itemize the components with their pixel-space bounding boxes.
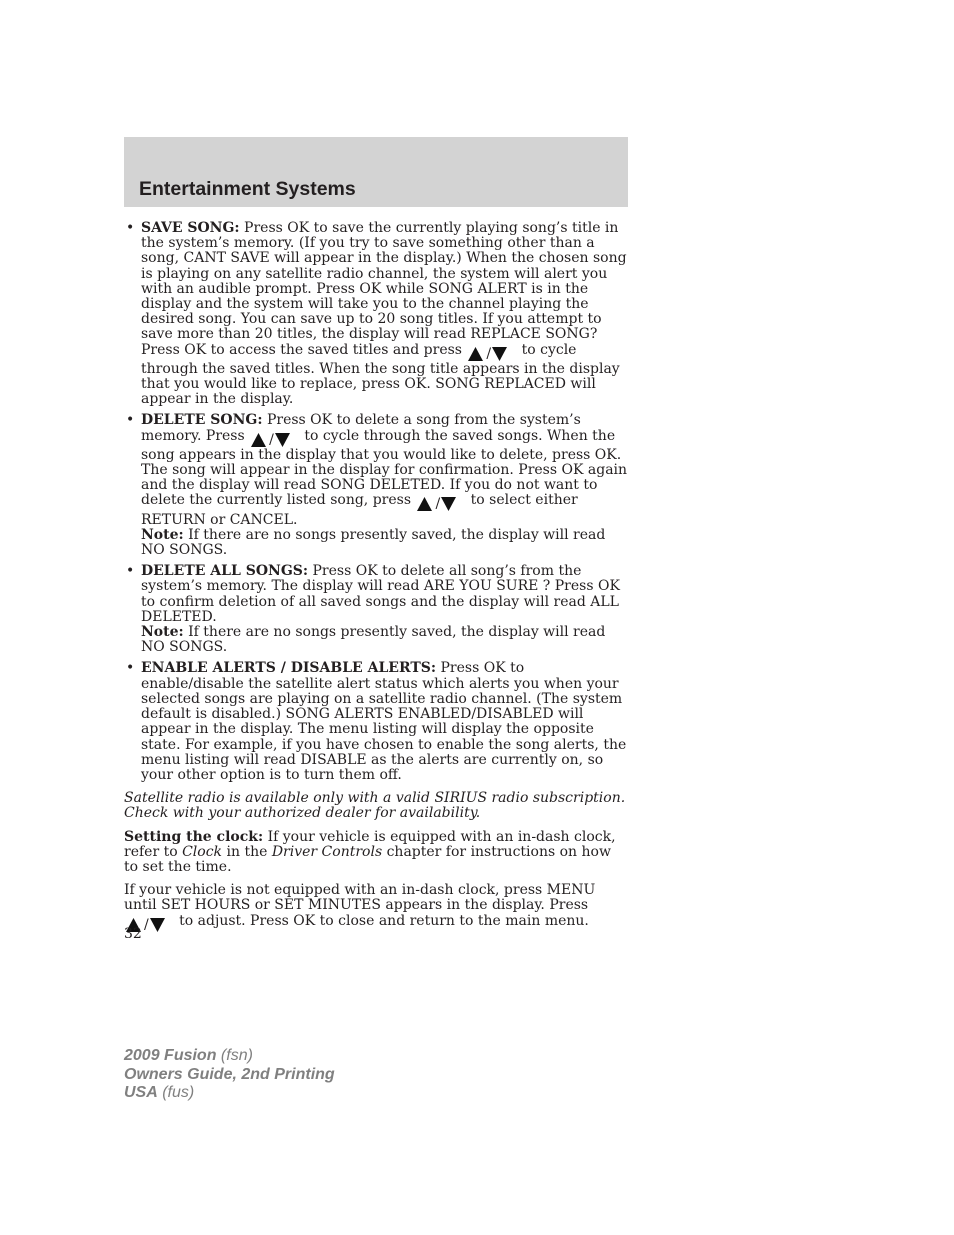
up-down-arrows [251,433,290,448]
clock-adjust-text-2: to adjust. Press OK to close and return to the main menu. [179,912,589,929]
arrow-down-icon [492,347,507,361]
document-footer [124,1047,335,1103]
clock-reference: Clock [182,843,223,860]
arrow-down-icon [275,433,290,447]
arrow-slash: / [144,916,149,933]
footer-line-guide [124,1066,335,1085]
arrow-slash: / [269,431,274,448]
delete-song-text-2: to cycle through the saved songs. When the song appears in the display that you would like to delete, press OK. The song will appear in the display for confirmation. Press OK again and the display will read SONG DELETED. If you do not want to delete the currently listed song, press [141,427,628,509]
page-number: 32 [124,926,142,942]
footer-market-code: (fus) [157,1084,195,1101]
save-song-text-2: to cycle through the saved titles. When the song title appears in the display that you would like to replace, press OK. SONG REPLACED will appear in the display. [141,341,620,408]
setting-clock-paragraph [124,830,629,876]
note-text: If there are no songs presently saved, the display will read NO SONGS. [141,526,606,559]
arrow-down-icon [150,918,165,932]
note-label: Note: [141,624,184,641]
arrow-up-icon [251,433,266,447]
clock-adjust-paragraph [124,883,629,933]
chapter-reference: Driver Controls [271,843,383,860]
note-text: If there are no songs presently saved, the display will read NO SONGS. [141,624,606,656]
page-content [124,221,629,933]
clock-adjust-text-1: If your vehicle is not equipped with an in-dash clock, press MENU until SET HOURS or SET MINUTES appears in the display. Press [124,882,596,914]
bullet-icon: • [126,412,135,429]
arrow-up-icon [417,497,432,511]
up-down-arrows [417,497,456,512]
delete-song-text-1: Press OK to delete a song from the system’s memory. Press [141,412,581,444]
clock-text-2: in the [222,843,272,860]
footer-guide: Owners Guide, 2nd Printing [124,1065,335,1083]
section-title: Entertainment Systems [139,178,356,200]
footer-market: USA [124,1084,158,1101]
enable-alerts-text-1: Press OK to enable/disable the satellite alert status which alerts you when your selected songs are playing on a satellite radio channel. (The system default is disabled.) SONG ALERTS ENABLED/DISABLED will appear in the display. The menu listing will display the opposite state. For example, if you have chosen to enable the song alerts, the menu listing will read DISABLE as the alerts are currently on, so your other option is to turn them off. [141,660,627,783]
footer-model-code: (fsn) [216,1047,253,1064]
list-item-delete-song [124,413,629,558]
feature-list [124,221,629,783]
arrow-slash: / [435,496,441,513]
footer-model: 2009 Fusion [124,1047,217,1064]
arrow-up-icon [468,347,483,361]
section-header-band [124,137,628,207]
bullet-icon: • [126,660,135,677]
bullet-icon: • [126,563,135,580]
term-save-song: SAVE SONG: [141,220,240,236]
note-label: Note: [141,526,184,543]
clock-text-1: If your vehicle is equipped with an in-dash clock, refer to [124,828,616,860]
term-enable-alerts: ENABLE ALERTS / DISABLE ALERTS: [141,660,437,677]
term-delete-all-songs: DELETE ALL SONGS: [141,563,309,580]
bullet-icon: • [126,220,135,236]
list-item-delete-all-songs [124,564,629,655]
term-setting-clock: Setting the clock: [124,828,264,845]
clock-text-3: chapter for instructions on how to set the time. [124,843,611,875]
arrow-down-icon [441,497,456,511]
list-item-save-song [124,221,629,407]
up-down-arrows [468,347,507,362]
footer-line-market [124,1084,335,1103]
arrow-slash: / [486,345,492,362]
list-item-enable-alerts [124,661,629,783]
delete-all-text-1: Press OK to delete all song’s from the system’s memory. The display will read ARE YOU SURE ? Press OK to confirm deletion of all saved songs and the display will read ALL DELETED. [141,563,620,625]
satellite-availability-note: Satellite radio is available only with a valid SIRIUS radio subscription. Check with your authorized dealer for availability. [124,790,626,822]
delete-song-text-3: to select either RETURN or CANCEL. [141,492,578,528]
save-song-text-1: Press OK to save the currently playing song’s title in the system’s memory. (If you try to save something other than a song, CANT SAVE will appear in the display.) When the chosen song is playing on any satellite radio channel, the system will alert you with an audible prompt. Press OK while SONG ALERT is in the display and the system will take you to the channel playing the desired song. You can save up to 20 song titles. If you attempt to save more than 20 titles, the display will read REPLACE SONG? Press OK to access the saved titles and press [141,220,627,358]
term-delete-song: DELETE SONG: [141,412,263,429]
footer-line-model [124,1047,335,1066]
